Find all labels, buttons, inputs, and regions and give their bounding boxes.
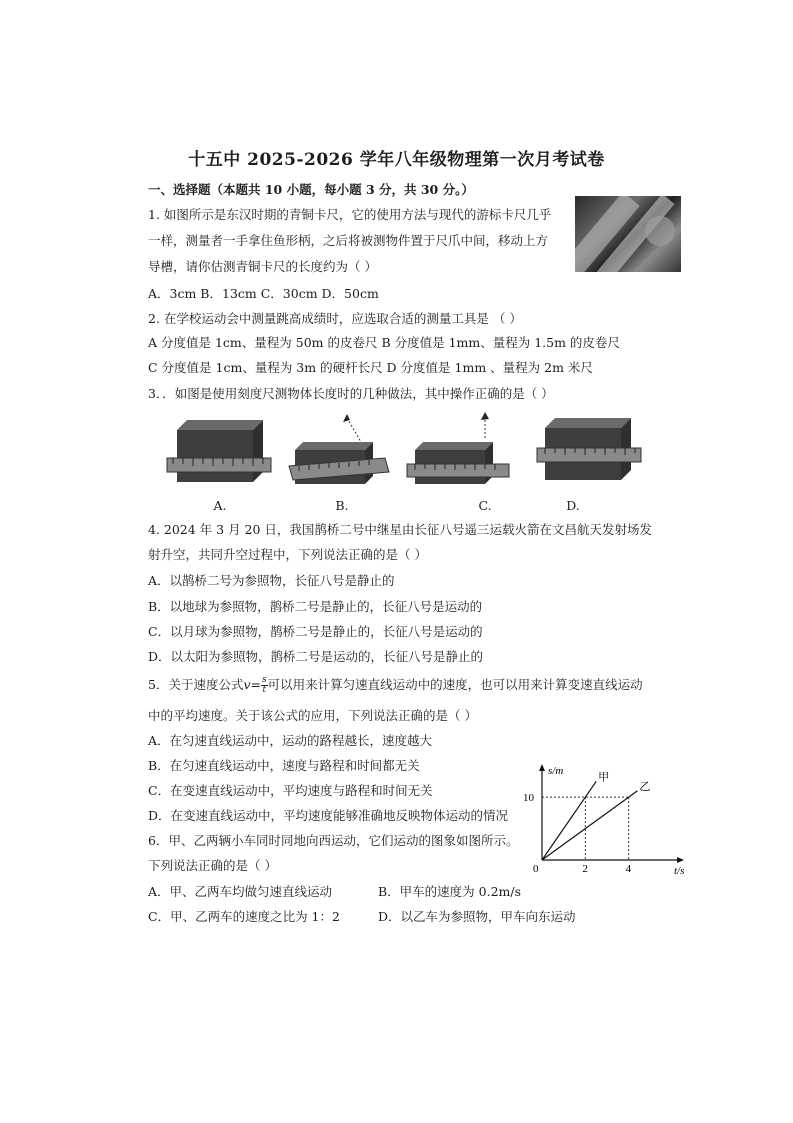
speed-formula-fraction: [261, 676, 268, 695]
section-heading: 一、选择题（本题共 10 小题，每小题 3 分，共 30 分。）: [148, 182, 474, 197]
caption-d: D.: [566, 498, 580, 513]
x-tick-label: 2: [582, 863, 588, 875]
series-label: 甲: [598, 771, 610, 784]
q3-line1: 3．．如图是使用刻度尺测物体长度时的几种做法，其中操作正确的是（ ）: [148, 386, 554, 401]
origin-label: 0: [533, 863, 539, 875]
q2-options-ab: A 分度值是 1cm、量程为 50m 的皮卷尺 B 分度值是 1mm、量程为 1.5m 的皮卷尺: [148, 335, 620, 350]
formula-numerator: s: [262, 675, 267, 685]
q4-option-d: D．以太阳为参照物，鹊桥二号是运动的，长征八号是静止的: [148, 649, 484, 664]
x-tick-label: 4: [625, 863, 632, 875]
ruler-figure-b: [285, 410, 395, 513]
st-graph: [520, 762, 690, 881]
q1-options: A．3cm B．13cm C．30cm D．50cm: [148, 286, 379, 301]
y-axis-label: s/m: [548, 765, 564, 777]
q6-option-d: D．以乙车为参照物，甲车向东运动: [378, 909, 576, 924]
q1-line1: 1. 如图所示是东汉时期的青铜卡尺，它的使用方法与现代的游标卡尺几乎: [148, 207, 552, 222]
caption-b: B.: [335, 498, 349, 513]
q5-option-a: A．在匀速直线运动中，运动的路程越长，速度越大: [148, 733, 433, 748]
q6-option-b: B．甲车的速度为 0.2m/s: [378, 884, 522, 899]
x-axis-label: t/s: [674, 865, 685, 877]
q6-option-a: A．甲、乙两车均做匀速直线运动: [148, 884, 333, 899]
q5-pre: 5．关于速度公式: [148, 677, 244, 692]
q4-option-c: C．以月球为参照物，鹊桥二号是静止的，长征八号是运动的: [148, 624, 483, 639]
q4-line1: 4. 2024 年 3 月 20 日，我国鹊桥二号中继星由长征八号遥三运载火箭在文昌航天发射场发: [148, 522, 652, 537]
series-label: 乙: [639, 780, 651, 793]
formula-denominator: t: [262, 685, 267, 695]
q1-line2: 一样，测量者一手拿住鱼形柄，之后将被测物件置于尺爪中间，移动上方: [148, 233, 549, 248]
series-line-0: [542, 781, 596, 860]
formula-v: v: [243, 677, 251, 692]
q6-option-c: C．甲、乙两车的速度之比为 1：2: [148, 909, 340, 924]
q5-post: 可以用来计算匀速直线运动中的速度，也可以用来计算变速直线运动: [267, 677, 643, 692]
q6-line1: 6．甲、乙两辆小车同时同地向西运动，它们运动的图象如图所示。: [148, 833, 519, 848]
q5-option-d: D．在变速直线运动中，平均速度能够准确地反映物体运动的情况: [148, 808, 509, 823]
q5-option-c: C．在变速直线运动中，平均速度与路程和时间无关: [148, 783, 433, 798]
series-line-1: [542, 791, 637, 860]
q1-line3: 导槽，请你估测青铜卡尺的长度约为（ ）: [148, 259, 377, 274]
ruler-figure-c: [405, 410, 515, 513]
q5-line2: 中的平均速度。关于该公式的应用，下列说法正确的是（ ）: [148, 708, 477, 723]
y-tick-label: 10: [523, 792, 534, 805]
caption-a: A.: [213, 498, 227, 513]
q4-line2: 射升空，共同升空过程中，下列说法正确的是（ ）: [148, 547, 427, 562]
ruler-figure-a: [165, 410, 275, 513]
y-axis-arrow: [539, 764, 545, 771]
page-title: 十五中 2025-2026 学年八年级物理第一次月考试卷: [188, 150, 605, 170]
q2-options-cd: C 分度值是 1cm、量程为 3m 的硬杆长尺 D 分度值是 1mm 、量程为 2m 米尺: [148, 360, 593, 375]
formula-eq: =: [250, 677, 262, 692]
q6-line2: 下列说法正确的是（ ）: [148, 858, 277, 873]
caption-c: C.: [478, 498, 492, 513]
bronze-caliper-photo: [575, 196, 681, 272]
q5-line1: [148, 676, 643, 695]
x-axis-arrow: [677, 857, 684, 863]
q5-option-b: B．在匀速直线运动中，速度与路程和时间都无关: [148, 758, 420, 773]
q2-line1: 2. 在学校运动会中测量跳高成绩时，应选取合适的测量工具是 （ ）: [148, 311, 522, 326]
q4-option-a: A．以鹊桥二号为参照物，长征八号是静止的: [148, 573, 395, 588]
ruler-figure-d: [535, 410, 645, 513]
q4-option-b: B．以地球为参照物，鹊桥二号是静止的，长征八号是运动的: [148, 599, 483, 614]
